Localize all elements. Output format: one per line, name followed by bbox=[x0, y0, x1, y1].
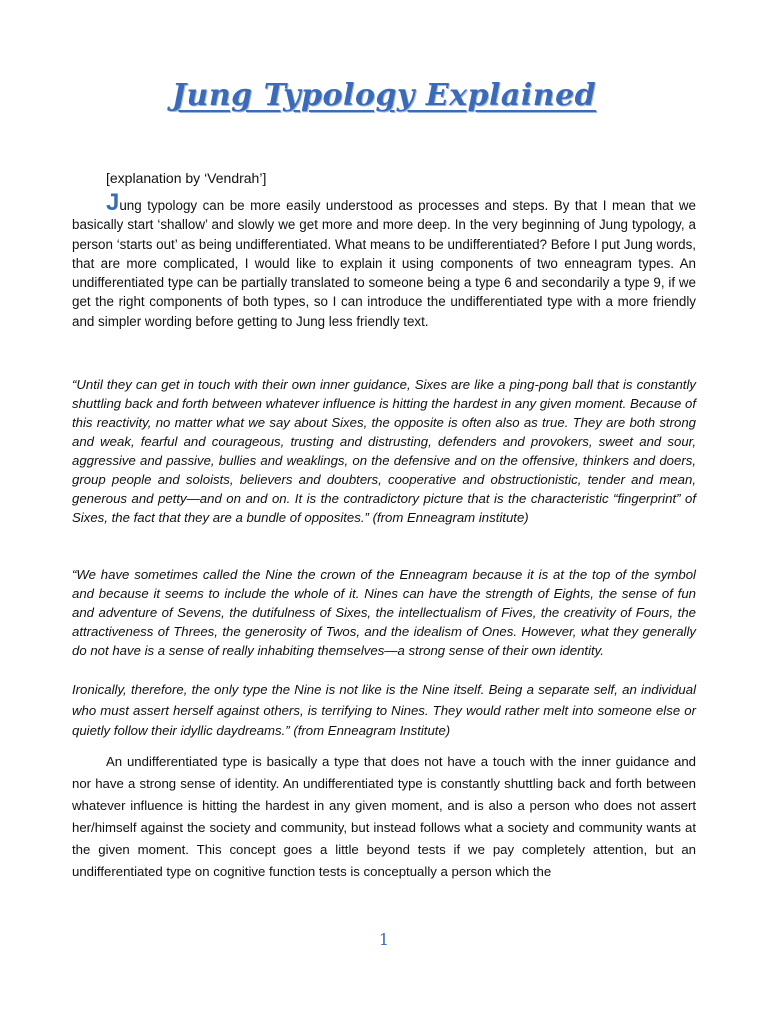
quote-sixes: “Until they can get in touch with their own inner guidance, Sixes are like a ping-pong ball that is constantly shuttling back and forth between whatever influence is hitting the hardest in any given moment. Because of this reactivity, no matter what we say about Sixes, the opposite is often also as true. They are both strong and weak, fearful and courageous, trusting and distrusting, defenders and provokers, sweet and sour, aggressive and passive, bullies and weaklings, on the defensive and on the offensive, thinkers and doers, group people and soloists, believers and doubters, cooperative and obstructionistic, tender and mean, generous and petty—and on and on. It is the contradictory picture that is the characteristic “fingerprint” of Sixes, the fact that they are a bundle of opposites.” (from Enneagram institute) bbox=[72, 377, 696, 525]
page-title: Jung Typology Explained bbox=[171, 78, 597, 113]
undifferentiated-paragraph: An undifferentiated type is basically a type that does not have a touch with the inner guidance and nor have a strong sense of identity. An undifferentiated type is constantly shuttling back and forth between whatever influence is hitting the hardest in any given moment, and is also a person who does not assert her/himself against the society and community, but instead follows what a society and community wants at the given moment. This concept goes a little beyond tests if we pay completely attention, but an undifferentiated type on cognitive function tests is conceptually a person which the bbox=[72, 754, 696, 879]
byline: [explanation by ‘Vendrah’] bbox=[106, 170, 267, 186]
intro-paragraph bbox=[72, 189, 696, 331]
drop-cap: J bbox=[106, 189, 120, 216]
page-number: 1 bbox=[378, 930, 390, 949]
intro-paragraph-text: ung typology can be more easily understood as processes and steps. By that I mean that we basically start ‘shallow’ and slowly we get more and more deep. In the very beginning of Jung typology, a person ‘starts out’ as being undifferentiated. What means to be undifferentiated? Before I put Jung words, that are more complicated, I would like to explain it using components of two enneagram types. An undifferentiated type can be partially translated to someone being a type 6 and secondarily a type 9, if we get the right components of both types, so I can introduce the undifferentiated type with a more friendly and simpler wording before getting to Jung less friendly text. bbox=[72, 198, 696, 329]
quote-nines-continued: Ironically, therefore, the only type the Nine is not like is the Nine itself. Being a separate self, an individual who must assert herself against others, is terrifying to Nines. They would rather melt into someone else or quietly follow their idyllic daydreams.” (from Enneagram Institute) bbox=[72, 682, 696, 738]
quote-nines: “We have sometimes called the Nine the crown of the Enneagram because it is at the top of the symbol and because it seems to include the whole of it. Nines can have the strength of Eights, the sense of fun and adventure of Sevens, the dutifulness of Sixes, the intellectualism of Fives, the creativity of Fours, the attractiveness of Threes, the generosity of Twos, and the idealism of Ones. However, what they generally do not have is a sense of really inhabiting themselves—a strong sense of their own identity. bbox=[72, 567, 696, 658]
